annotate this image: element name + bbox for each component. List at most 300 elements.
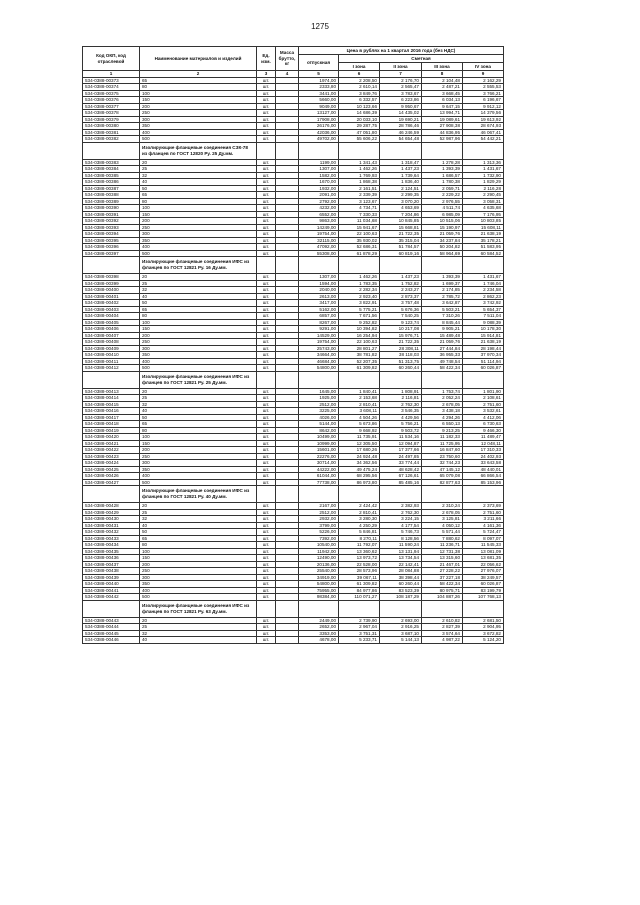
code-cell: 534-0388-00439 [83, 574, 140, 581]
code-cell: 534-0388-00406 [83, 326, 140, 333]
section-empty-cell [339, 371, 380, 388]
name-cell: 200 [140, 103, 257, 110]
name-cell: 32 [140, 401, 257, 408]
price-zone-2-cell: 28 786,46 [380, 123, 422, 130]
name-cell: 100 [140, 434, 257, 441]
price-zone-3-cell: 5 503,21 [422, 306, 463, 313]
price-zone-3-cell: 11 236,71 [422, 542, 463, 549]
section-title: Изолирующие фланцевые соединения ИФС из фланцев по ГОСТ 12821 Ру. 63 Ду.мм. [140, 600, 257, 617]
code-cell: 534-0388-00380 [83, 123, 140, 130]
price-zone-3-cell: 1 686,57 [422, 172, 463, 179]
price-zone-1-cell: 1 769,93 [339, 172, 380, 179]
code-cell: 534-0388-00423 [83, 453, 140, 460]
price-zone-1-cell: 2 153,68 [339, 395, 380, 402]
price-zone-2-cell: 2 873,37 [380, 293, 422, 300]
price-otpusk-cell: 1199,00 [299, 159, 339, 166]
price-otpusk-cell: 4678,00 [299, 637, 339, 644]
code-cell: 534-0388-00445 [83, 630, 140, 637]
section-empty-cell [339, 486, 380, 503]
code-cell: 534-0388-00378 [83, 110, 140, 117]
price-otpusk-cell: 8642,00 [299, 427, 339, 434]
price-zone-4-cell: 5 654,37 [463, 306, 504, 313]
price-zone-1-cell: 7 671,56 [339, 313, 380, 320]
name-cell: 500 [140, 136, 257, 143]
price-zone-1-cell: 13 360,62 [339, 548, 380, 555]
price-zone-1-cell: 6 332,57 [339, 97, 380, 104]
price-zone-2-cell: 2 916,25 [380, 624, 422, 631]
section-title: Изолирующие фланцевые соединения ИФС из фланцев по ГОСТ 12821 Ру. 40 Ду.мм. [140, 486, 257, 503]
name-cell: 100 [140, 205, 257, 212]
price-zone-2-cell: 13 131,94 [380, 548, 422, 555]
unit-cell: шт. [257, 274, 276, 281]
price-otpusk-cell: 2512,00 [299, 509, 339, 516]
price-zone-3-cell: 2 487,21 [422, 84, 463, 91]
code-cell: 534-0388-00401 [83, 293, 140, 300]
name-cell: 400 [140, 129, 257, 136]
price-zone-2-cell: 2 382,93 [380, 503, 422, 510]
unit-cell: шт. [257, 237, 276, 244]
unit-cell: шт. [257, 185, 276, 192]
price-zone-2-cell: 12 094,87 [380, 440, 422, 447]
code-cell: 534-0388-00429 [83, 509, 140, 516]
price-zone-2-cell: 1 318,47 [380, 159, 422, 166]
code-cell: 534-0388-00444 [83, 624, 140, 631]
header-zone-1: I зона [339, 63, 380, 71]
price-zone-1-cell: 20 033,10 [339, 116, 380, 123]
code-cell: 534-0388-00389 [83, 198, 140, 205]
unit-cell: шт. [257, 555, 276, 562]
code-cell: 534-0388-00432 [83, 529, 140, 536]
price-otpusk-cell: 9291,00 [299, 326, 339, 333]
price-otpusk-cell: 2333,80 [299, 84, 339, 91]
code-cell: 534-0388-00375 [83, 90, 140, 97]
price-zone-1-cell: 2 282,34 [339, 287, 380, 294]
unit-cell: шт. [257, 630, 276, 637]
price-zone-3-cell: 13 994,71 [422, 110, 463, 117]
price-zone-3-cell: 15 489,48 [422, 332, 463, 339]
price-zone-4-cell: 13 681,35 [463, 555, 504, 562]
price-otpusk-cell: 47092,00 [299, 244, 339, 251]
price-zone-2-cell: 38 398,44 [380, 574, 422, 581]
name-cell: 500 [140, 365, 257, 372]
code-cell: 534-0388-00446 [83, 637, 140, 644]
code-cell: 534-0388-00422 [83, 447, 140, 454]
price-zone-1-cell: 11 735,91 [339, 434, 380, 441]
unit-cell: шт. [257, 97, 276, 104]
code-cell: 534-0388-00421 [83, 440, 140, 447]
price-otpusk-cell: 9863,00 [299, 218, 339, 225]
name-cell: 65 [140, 306, 257, 313]
name-cell: 250 [140, 224, 257, 231]
section-header-row [83, 600, 504, 617]
unit-cell: шт. [257, 300, 276, 307]
name-cell: 32 [140, 516, 257, 523]
price-zone-4-cell: 9 912,12 [463, 103, 504, 110]
price-otpusk-cell: 14529,00 [299, 332, 339, 339]
price-zone-1-cell: 1 783,35 [339, 280, 380, 287]
price-zone-3-cell: 65 079,08 [422, 473, 463, 480]
name-cell: 200 [140, 218, 257, 225]
price-otpusk-cell: 1594,00 [299, 280, 339, 287]
price-zone-2-cell: 21 722,35 [380, 231, 422, 238]
price-zone-3-cell: 80 975,71 [422, 587, 463, 594]
price-zone-3-cell: 104 887,26 [422, 594, 463, 601]
price-otpusk-cell: 1925,00 [299, 395, 339, 402]
price-zone-2-cell: 83 523,39 [380, 587, 422, 594]
price-zone-4-cell: 3 672,82 [463, 630, 504, 637]
unit-cell: шт. [257, 617, 276, 624]
price-zone-3-cell: 3 642,87 [422, 300, 463, 307]
section-empty-cell [422, 257, 463, 274]
name-cell: 65 [140, 77, 257, 84]
price-zone-1-cell: 1 462,26 [339, 274, 380, 281]
price-zone-4-cell: 15 608,11 [463, 224, 504, 231]
code-cell: 534-0388-00379 [83, 116, 140, 123]
price-otpusk-cell: 12490,00 [299, 555, 339, 562]
price-zone-1-cell: 5 846,81 [339, 529, 380, 536]
price-zone-4-cell: 5 124,20 [463, 637, 504, 644]
section-empty-cell [299, 600, 339, 617]
price-zone-4-cell: 22 056,62 [463, 561, 504, 568]
price-zone-4-cell: 27 976,07 [463, 568, 504, 575]
price-zone-4-cell: 60 026,87 [463, 581, 504, 588]
price-otpusk-cell: 1974,00 [299, 77, 339, 84]
code-cell: 534-0388-00413 [83, 388, 140, 395]
section-empty-cell [380, 600, 422, 617]
price-zone-4-cell: 21 638,19 [463, 339, 504, 346]
price-zone-1-cell: 2 923,40 [339, 293, 380, 300]
unit-cell: шт. [257, 332, 276, 339]
price-zone-4-cell: 1 431,67 [463, 274, 504, 281]
price-otpusk-cell: 19754,00 [299, 339, 339, 346]
price-zone-1-cell: 110 071,27 [339, 594, 380, 601]
mass-cell [276, 637, 299, 644]
price-zone-2-cell: 5 756,21 [380, 421, 422, 428]
unit-cell: шт. [257, 293, 276, 300]
code-cell: 534-0388-00386 [83, 179, 140, 186]
header-mass: Масса брутто, кг [276, 47, 299, 71]
price-zone-4-cell: 3 211,66 [463, 516, 504, 523]
name-cell: 200 [140, 561, 257, 568]
price-zone-3-cell: 2 174,85 [422, 287, 463, 294]
unit-cell: шт. [257, 250, 276, 257]
name-cell: 400 [140, 358, 257, 365]
price-otpusk-cell: 10999,00 [299, 440, 339, 447]
name-cell: 20 [140, 159, 257, 166]
price-zone-4-cell: 33 643,58 [463, 460, 504, 467]
unit-cell: шт. [257, 205, 276, 212]
header-otpusk: отпускная [299, 55, 339, 71]
name-cell: 65 [140, 192, 257, 199]
price-otpusk-cell: 54800,00 [299, 581, 339, 588]
price-zone-1-cell: 29 287,75 [339, 123, 380, 130]
code-cell: 534-0388-00414 [83, 395, 140, 402]
price-zone-1-cell: 5 233,71 [339, 637, 380, 644]
code-cell: 534-0388-00394 [83, 231, 140, 238]
price-zone-2-cell: 21 722,35 [380, 339, 422, 346]
name-cell: 80 [140, 427, 257, 434]
name-cell: 65 [140, 421, 257, 428]
price-otpusk-cell: 13127,00 [299, 110, 339, 117]
code-cell: 534-0388-00410 [83, 352, 140, 359]
price-zone-2-cell: 51 784,57 [380, 244, 422, 251]
price-zone-2-cell: 9 123,74 [380, 319, 422, 326]
price-otpusk-cell: 19754,00 [299, 231, 339, 238]
price-zone-3-cell: 21 467,01 [422, 561, 463, 568]
price-otpusk-cell: 5226,00 [299, 529, 339, 536]
price-zone-4-cell: 51 583,95 [463, 244, 504, 251]
code-cell: 534-0388-00427 [83, 479, 140, 486]
section-empty-cell [463, 486, 504, 503]
price-zone-3-cell: 2 310,24 [422, 503, 463, 510]
name-cell: 100 [140, 90, 257, 97]
name-cell: 100 [140, 548, 257, 555]
price-zone-2-cell: 4 429,56 [380, 414, 422, 421]
price-zone-2-cell: 6 223,86 [380, 97, 422, 104]
price-zone-4-cell: 2 162,29 [463, 77, 504, 84]
name-cell: 25 [140, 509, 257, 516]
price-zone-2-cell: 7 540,25 [380, 313, 422, 320]
price-zone-2-cell: 2 693,00 [380, 617, 422, 624]
price-zone-2-cell: 33 774,44 [380, 460, 422, 467]
price-otpusk-cell: 3799,00 [299, 522, 339, 529]
unit-cell: шт. [257, 326, 276, 333]
price-zone-4-cell: 46 067,41 [463, 129, 504, 136]
price-otpusk-cell: 3353,00 [299, 630, 339, 637]
name-cell: 40 [140, 293, 257, 300]
price-zone-4-cell: 11 489,47 [463, 434, 504, 441]
price-zone-2-cell: 14 435,02 [380, 110, 422, 117]
section-empty-cell [422, 142, 463, 159]
price-zone-4-cell: 2 862,23 [463, 293, 504, 300]
price-zone-2-cell: 1 836,40 [380, 179, 422, 186]
code-cell: 534-0388-00396 [83, 244, 140, 251]
header-zone-4: IV зона [463, 63, 504, 71]
unit-cell: шт. [257, 352, 276, 359]
section-empty-cell [299, 486, 339, 503]
price-zone-2-cell: 46 246,59 [380, 129, 422, 136]
unit-cell: шт. [257, 421, 276, 428]
column-number: 2 [140, 71, 257, 78]
section-empty-cell [276, 600, 299, 617]
price-zone-3-cell: 15 190,97 [422, 224, 463, 231]
price-zone-2-cell: 15 668,81 [380, 224, 422, 231]
price-zone-4-cell: 51 114,94 [463, 358, 504, 365]
column-number: 5 [299, 71, 339, 78]
price-otpusk-cell: 54800,00 [299, 365, 339, 372]
price-zone-1-cell: 22 528,00 [339, 561, 380, 568]
price-zone-3-cell: 34 237,84 [422, 237, 463, 244]
price-zone-4-cell: 9 466,30 [463, 427, 504, 434]
price-zone-3-cell: 1 780,38 [422, 179, 463, 186]
name-cell: 350 [140, 352, 257, 359]
price-zone-1-cell: 39 067,11 [339, 574, 380, 581]
price-zone-3-cell: 1 699,37 [422, 280, 463, 287]
price-zone-1-cell: 24 924,48 [339, 453, 380, 460]
unit-cell: шт. [257, 280, 276, 287]
price-zone-2-cell: 5 746,73 [380, 529, 422, 536]
price-zone-3-cell: 16 847,60 [422, 447, 463, 454]
unit-cell: шт. [257, 313, 276, 320]
name-cell: 20 [140, 503, 257, 510]
price-zone-1-cell: 4 734,71 [339, 205, 380, 212]
name-cell: 250 [140, 110, 257, 117]
name-cell: 200 [140, 332, 257, 339]
section-empty-cell [463, 142, 504, 159]
column-number: 3 [257, 71, 276, 78]
price-zone-1-cell: 11 034,68 [339, 218, 380, 225]
price-zone-4-cell: 2 234,58 [463, 287, 504, 294]
price-zone-4-cell: 19 613,92 [463, 116, 504, 123]
price-otpusk-cell: 1932,00 [299, 185, 339, 192]
unit-cell: шт. [257, 395, 276, 402]
column-number: 9 [463, 71, 504, 78]
price-zone-2-cell: 67 126,61 [380, 473, 422, 480]
unit-cell: шт. [257, 339, 276, 346]
name-cell: 300 [140, 231, 257, 238]
section-empty-cell [380, 486, 422, 503]
unit-cell: шт. [257, 388, 276, 395]
name-cell: 350 [140, 123, 257, 130]
price-otpusk-cell: 2613,00 [299, 293, 339, 300]
section-title: Изолирующие фланцевые соединения СЗК-78 из фланцев по ГОСТ 12820 Ру. 25 Ду.мм. [140, 142, 257, 159]
code-cell: 534-0388-00433 [83, 535, 140, 542]
name-cell: 300 [140, 574, 257, 581]
price-zone-2-cell: 1 808,91 [380, 388, 422, 395]
price-otpusk-cell: 5660,00 [299, 97, 339, 104]
name-cell: 500 [140, 250, 257, 257]
unit-cell: шт. [257, 345, 276, 352]
price-zone-4-cell: 4 161,36 [463, 522, 504, 529]
unit-cell: шт. [257, 287, 276, 294]
price-otpusk-cell: 20136,00 [299, 561, 339, 568]
price-zone-2-cell: 1 437,23 [380, 274, 422, 281]
name-cell: 150 [140, 555, 257, 562]
price-zone-1-cell: 4 504,26 [339, 414, 380, 421]
unit-cell: шт. [257, 503, 276, 510]
price-otpusk-cell: 98384,00 [299, 594, 339, 601]
unit-cell: шт. [257, 637, 276, 644]
header-zone-3: III зона [422, 63, 463, 71]
section-empty-cell [380, 142, 422, 159]
section-empty-cell [83, 486, 140, 503]
unit-cell: шт. [257, 414, 276, 421]
price-zone-3-cell: 7 310,26 [422, 313, 463, 320]
price-zone-4-cell: 3 742,92 [463, 300, 504, 307]
code-cell: 534-0388-00395 [83, 237, 140, 244]
unit-cell: шт. [257, 218, 276, 225]
price-otpusk-cell: 46684,00 [299, 358, 339, 365]
price-zone-3-cell: 6 034,13 [422, 97, 463, 104]
price-zone-1-cell: 14 686,39 [339, 110, 380, 117]
name-cell: 20 [140, 274, 257, 281]
price-zone-2-cell: 35 315,04 [380, 237, 422, 244]
price-otpusk-cell: 25540,00 [299, 568, 339, 575]
price-zone-3-cell: 47 145,12 [422, 466, 463, 473]
price-zone-3-cell: 37 227,18 [422, 574, 463, 581]
price-zone-4-cell: 6 730,63 [463, 421, 504, 428]
price-zone-3-cell: 10 515,06 [422, 218, 463, 225]
unit-cell: шт. [257, 548, 276, 555]
price-zone-3-cell: 82 877,63 [422, 479, 463, 486]
name-cell: 150 [140, 326, 257, 333]
price-zone-1-cell: 68 295,56 [339, 473, 380, 480]
table-header [83, 47, 504, 78]
price-zone-3-cell: 11 725,95 [422, 440, 463, 447]
name-cell: 250 [140, 453, 257, 460]
price-zone-1-cell: 4 250,29 [339, 522, 380, 529]
unit-cell: шт. [257, 542, 276, 549]
price-zone-4-cell: 35 178,21 [463, 237, 504, 244]
code-cell: 534-0388-00397 [83, 250, 140, 257]
price-zone-3-cell: 4 050,12 [422, 522, 463, 529]
code-cell: 534-0388-00391 [83, 211, 140, 218]
price-otpusk-cell: 2792,00 [299, 198, 339, 205]
section-empty-cell [83, 257, 140, 274]
price-zone-3-cell: 27 444,84 [422, 345, 463, 352]
price-zone-4-cell: 11 545,33 [463, 542, 504, 549]
unit-cell: шт. [257, 529, 276, 536]
price-zone-2-cell: 24 497,85 [380, 453, 422, 460]
price-otpusk-cell: 6552,00 [299, 211, 339, 218]
price-zone-3-cell: 2 678,05 [422, 401, 463, 408]
price-zone-1-cell: 84 977,86 [339, 587, 380, 594]
price-otpusk-cell: 1582,00 [299, 172, 339, 179]
section-empty-cell [380, 257, 422, 274]
price-zone-4-cell: 2 555,53 [463, 84, 504, 91]
code-cell: 534-0388-00405 [83, 319, 140, 326]
price-zone-2-cell: 2 116,81 [380, 395, 422, 402]
name-cell: 400 [140, 244, 257, 251]
price-zone-3-cell: 9 647,15 [422, 103, 463, 110]
unit-cell: шт. [257, 624, 276, 631]
price-zone-1-cell: 2 967,04 [339, 624, 380, 631]
code-cell: 534-0388-00440 [83, 581, 140, 588]
section-empty-cell [276, 371, 299, 388]
unit-cell: шт. [257, 179, 276, 186]
code-cell: 534-0388-00393 [83, 224, 140, 231]
price-table [82, 46, 504, 644]
price-zone-4-cell: 2 373,69 [463, 503, 504, 510]
price-zone-2-cell: 11 590,24 [380, 542, 422, 549]
price-zone-3-cell: 7 880,62 [422, 535, 463, 542]
price-otpusk-cell: 61044,00 [299, 473, 339, 480]
name-cell: 32 [140, 172, 257, 179]
price-zone-3-cell: 2 052,24 [422, 395, 463, 402]
price-zone-2-cell: 4 653,69 [380, 205, 422, 212]
price-otpusk-cell: 42036,00 [299, 129, 339, 136]
price-zone-4-cell: 38 249,57 [463, 574, 504, 581]
name-cell: 32 [140, 630, 257, 637]
unit-cell: шт. [257, 159, 276, 166]
price-zone-2-cell: 9 503,72 [380, 427, 422, 434]
price-zone-1-cell: 28 573,96 [339, 568, 380, 575]
code-cell: 534-0388-00431 [83, 522, 140, 529]
price-zone-4-cell: 2 290,45 [463, 192, 504, 199]
unit-cell: шт. [257, 198, 276, 205]
name-cell: 50 [140, 300, 257, 307]
price-zone-2-cell: 3 757,48 [380, 300, 422, 307]
price-otpusk-cell: 49702,00 [299, 136, 339, 143]
price-zone-3-cell: 2 678,05 [422, 509, 463, 516]
price-otpusk-cell: 3417,00 [299, 300, 339, 307]
price-zone-1-cell: 61 309,82 [339, 365, 380, 372]
price-zone-1-cell: 22 100,63 [339, 339, 380, 346]
code-cell: 534-0388-00436 [83, 555, 140, 562]
code-cell: 534-0388-00442 [83, 594, 140, 601]
section-empty-cell [257, 142, 276, 159]
name-cell: 80 [140, 542, 257, 549]
